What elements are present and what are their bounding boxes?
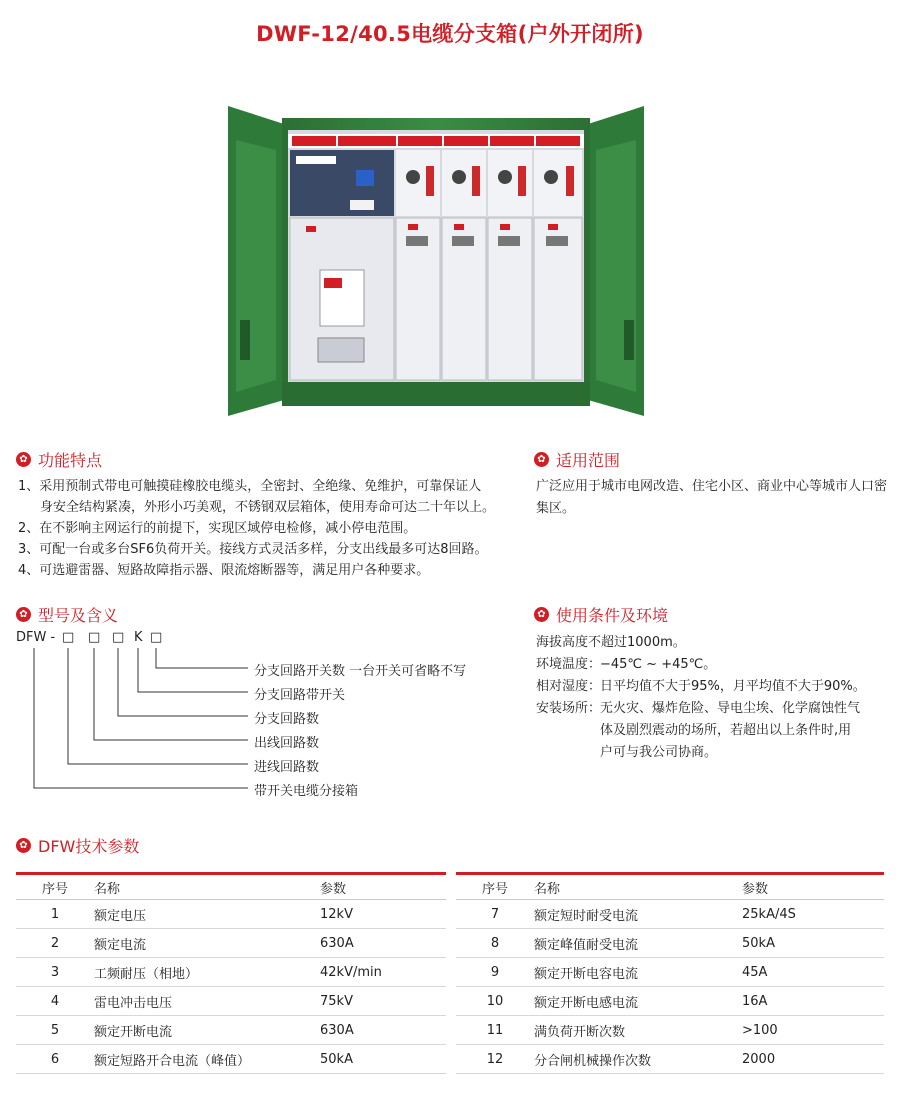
model-label: 分支回路开关数 一台开关可省略不写 (254, 664, 467, 679)
model-diagram (16, 628, 516, 808)
model-label: 分支回路数 (254, 712, 320, 727)
list-item-continuation: 身安全结构紧凑，外形小巧美观，不锈钢双层箱体，使用寿命可达二十年以上。 (40, 500, 496, 515)
list-item: 2、在不影响主网运行的前提下，实现区域停电检修，减小停电范围。 (18, 521, 417, 536)
star-icon: ✿ (16, 452, 31, 467)
table-row: 2 额定电流 630A (16, 929, 446, 958)
features-list (18, 476, 495, 581)
conditions-heading: ✿ 使用条件及环境 (534, 603, 668, 626)
spec-table-right (456, 872, 884, 1074)
list-item: 4、可选避雷器、短路故障指示器、限流熔断器等，满足用户各种要求。 (18, 563, 430, 578)
model-box-1: □ (62, 630, 75, 645)
scope-text: 广泛应用于城市电网改造、住宅小区、商业中心等城市人口密 集区。 (536, 479, 888, 516)
table-row: 12 分合闸机械操作次数 2000 (456, 1045, 884, 1074)
model-code-prefix: DFW - (16, 630, 56, 645)
model-label: 带开关电缆分接箱 (254, 784, 359, 799)
scope-heading: ✿ 适用范围 (534, 448, 620, 471)
star-icon: ✿ (534, 607, 549, 622)
model-box-3: □ (112, 630, 125, 645)
table-row: 4 雷电冲击电压 75kV (16, 987, 446, 1016)
model-k: K (134, 630, 143, 645)
col-header-value: 参数 (320, 874, 446, 900)
model-label: 分支回路带开关 (254, 688, 346, 703)
col-header-name: 名称 (94, 874, 320, 900)
star-icon: ✿ (534, 452, 549, 467)
table-row: 3 工频耐压（相地） 42kV/min (16, 958, 446, 987)
table-row: 10 额定开断电感电流 16A (456, 987, 884, 1016)
star-icon: ✿ (16, 607, 31, 622)
table-row: 5 额定开断电流 630A (16, 1016, 446, 1045)
model-connector-lines (16, 628, 256, 808)
list-item: 3、可配一台或多台SF6负荷开关。接线方式灵活多样，分支出线最多可达8回路。 (18, 542, 488, 557)
table-row: 6 额定短路开合电流（峰值） 50kA (16, 1045, 446, 1074)
table-header-row (456, 874, 884, 900)
model-label: 进线回路数 (254, 760, 320, 775)
features-heading: ✿ 功能特点 (16, 448, 102, 471)
col-header-index: 序号 (16, 874, 94, 900)
spec-table-left (16, 872, 446, 1074)
model-label: 出线回路数 (254, 736, 320, 751)
table-row: 1 额定电压 12kV (16, 900, 446, 929)
conditions-text: 海拔高度不超过1000m。 环境温度： −45℃ ~ +45℃。 相对湿度： 日平均值不大于95%，月平均值不大于90%。 安装场所： 无火灾、爆炸危险、导电尘埃、化学腐蚀性气 体及剧烈震动的场所，若超出以上条件时,用 户可与我公司协商。 (536, 635, 866, 760)
col-header-name: 名称 (534, 874, 742, 900)
tech-heading: ✿ DFW技术参数 (16, 834, 139, 857)
model-box-2: □ (88, 630, 101, 645)
page-title: DWF-12/40.5电缆分支箱(户外开闭所) (256, 22, 644, 46)
cable-branch-box-image (226, 100, 646, 418)
table-row: 9 额定开断电容电流 45A (456, 958, 884, 987)
table-header-row (16, 874, 446, 900)
table-row: 7 额定短时耐受电流 25kA/4S (456, 900, 884, 929)
col-header-index: 序号 (456, 874, 534, 900)
table-row: 11 满负荷开断次数 >100 (456, 1016, 884, 1045)
model-heading: ✿ 型号及含义 (16, 603, 118, 626)
table-row: 8 额定峰值耐受电流 50kA (456, 929, 884, 958)
col-header-value: 参数 (742, 874, 884, 900)
star-icon: ✿ (16, 838, 31, 853)
list-item: 1、采用预制式带电可触摸硅橡胶电缆头，全密封、全绝缘、免维护，可靠保证人 (18, 479, 482, 494)
model-box-4: □ (150, 630, 163, 645)
